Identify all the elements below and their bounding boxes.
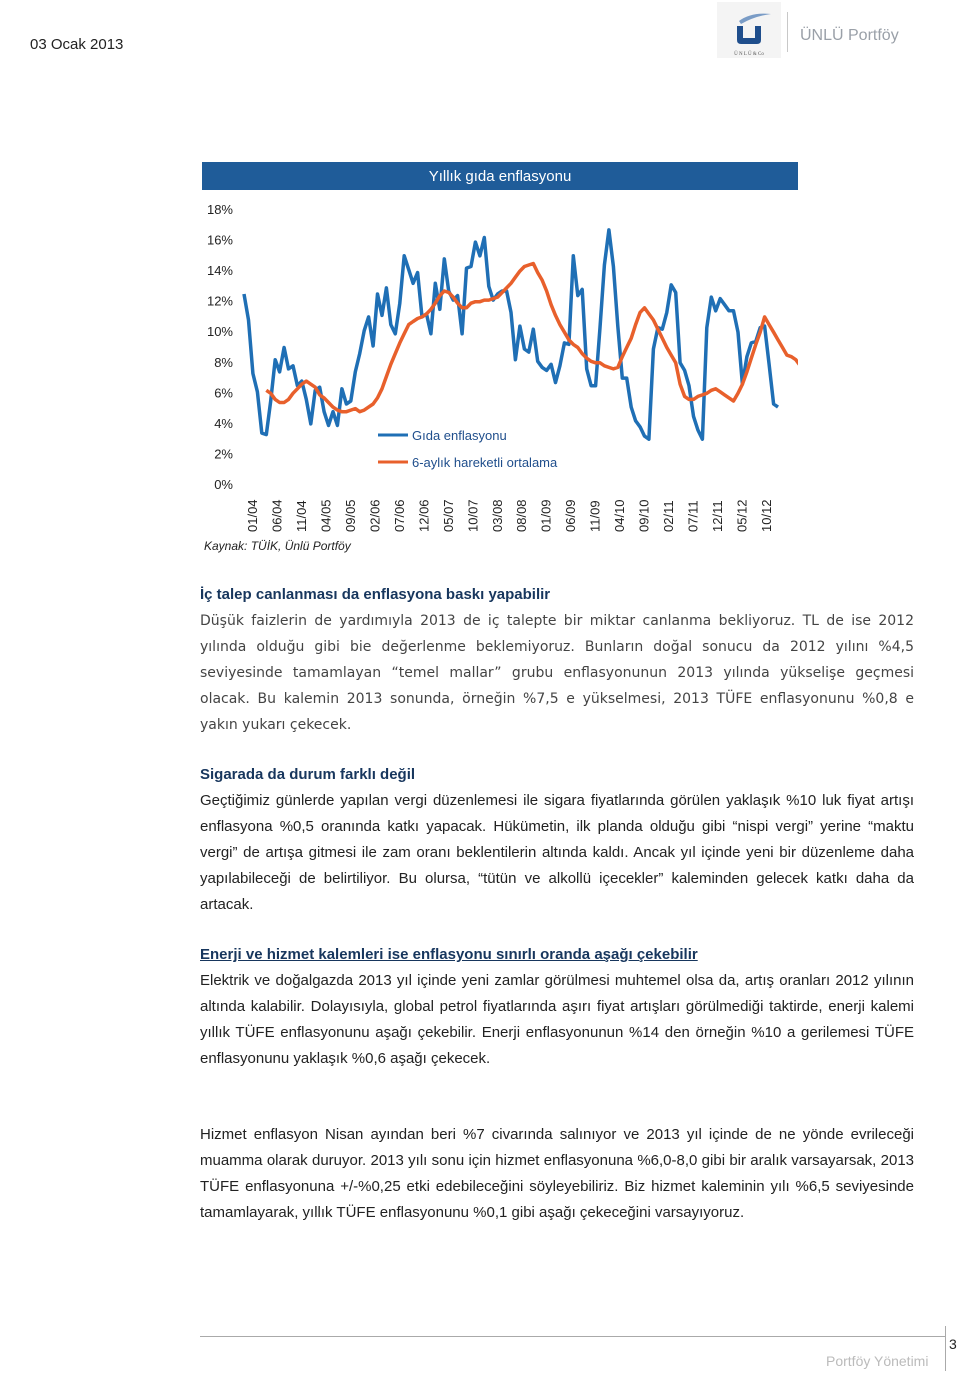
x-tick-label: 10/07 <box>465 499 481 532</box>
x-tick-label: 09/05 <box>342 499 358 532</box>
section-energy-services <box>200 942 914 1072</box>
y-tick-label: 0% <box>214 477 233 492</box>
section-body: Elektrik ve doğalgazda 2013 yıl içinde yeni zamlar görülmesi muhtemel olsa da, artış oranları 2012 yılının altında kalabilir. Dolayısıyla, global petrol fiyatlarında aşırı fiyat artışları görülmediği taktirde, enerji kalemi yıllık TÜFE enflasyonunu aşağı çekebilir. Enerji enflasyonunun %14 den örneğin %10 a gerilemesi TÜFE enflasyonunu yaklaşık %0,6 aşağı çekecek. <box>200 972 914 1067</box>
company-logo <box>717 2 781 58</box>
x-tick-label: 05/07 <box>440 499 456 532</box>
x-tick-label: 06/09 <box>563 499 579 532</box>
footer-vertical-divider <box>945 1326 946 1371</box>
legend-label-ma: 6-aylık hareketli ortalama <box>412 455 558 470</box>
y-tick-label: 14% <box>206 263 233 279</box>
x-tick-label: 12/06 <box>416 499 432 532</box>
y-tick-label: 18% <box>206 202 233 217</box>
section-heading: Enerji ve hizmet kalemleri ise enflasyonu sınırlı oranda aşağı çekebilir <box>200 946 698 963</box>
y-tick-label: 16% <box>206 232 233 248</box>
y-tick-label: 12% <box>206 293 233 309</box>
chart-source: Kaynak: TÜİK, Ünlü Portföy <box>204 539 351 553</box>
section-heading: Sigarada da durum farklı değil <box>200 766 416 783</box>
x-tick-label: 01/04 <box>245 499 260 532</box>
x-tick-label: 11/09 <box>587 500 603 532</box>
x-tick-label: 12/11 <box>710 500 726 532</box>
y-tick-label: 2% <box>214 446 233 462</box>
y-tick-label: 4% <box>214 415 233 431</box>
section-tobacco <box>200 762 914 918</box>
x-tick-label: 02/11 <box>661 500 677 532</box>
section-services <box>200 1122 914 1226</box>
x-tick-label: 08/08 <box>514 499 530 532</box>
x-tick-label: 11/04 <box>293 500 309 532</box>
section-domestic-demand <box>200 582 914 738</box>
y-tick-label: 6% <box>214 385 233 401</box>
x-tick-label: 02/06 <box>367 499 383 532</box>
legend-label-food: Gıda enflasyonu <box>412 428 507 443</box>
food-inflation-line <box>244 230 778 439</box>
x-tick-label: 04/05 <box>318 499 334 532</box>
x-tick-label: 05/12 <box>734 499 750 532</box>
x-tick-label: 07/06 <box>391 499 407 532</box>
y-tick-label: 10% <box>206 324 233 340</box>
x-tick-label: 04/10 <box>612 499 628 532</box>
y-tick-label: 8% <box>214 354 233 370</box>
x-tick-label: 06/04 <box>269 499 285 532</box>
header-date: 03 Ocak 2013 <box>30 36 124 53</box>
x-tick-label: 07/11 <box>685 500 701 532</box>
section-body: Hizmet enflasyon Nisan ayından beri %7 civarında salınıyor ve 2013 yıl içinde de ne yönde evrileceği muamma olarak duruyor. 2013 yılı sonu için hizmet enflasyonuna %6,0-8,0 gibi bir aralık varsayarsak, 2013 TÜFE enflasyonuna +/-%0,25 etki edebileceğini söyleyebiliriz. Biz hizmet kaleminin yılı %6,5 seviyesinde tamamlayarak, yıllık TÜFE enflasyonunu %0,1 gibi aşağı çekeceğini varsayıyoruz. <box>200 1126 914 1221</box>
section-body: Geçtiğimiz günlerde yapılan vergi düzenlemesi ile sigara fiyatlarında görülen yaklaşık %10 luk fiyat artışı enflasyona %0,5 oranında katkı yapacak. Hükümetin, ilk planda olduğu gibi “nispi vergi” yerine “maktu vergi” de artışa gitmesi ile zam oranı beklentilerin altında kaldı. Ancak yıl içinde yeni bir düzenleme daha yapılabileceği de belirtiliyor. Bu olursa, “tütün ve alkollü içecekler” kaleminden gelecek katkı daha da artacak. <box>200 792 914 913</box>
page-number: 3 <box>949 1336 957 1352</box>
chart-title: Yıllık gıda enflasyonu <box>428 168 572 185</box>
logo-text: Ü N L Ü & Co <box>734 52 764 57</box>
x-tick-label: 10/12 <box>759 499 774 532</box>
food-inflation-chart <box>202 162 798 559</box>
footer-text: Portföy Yönetimi <box>826 1353 929 1369</box>
logo-divider <box>787 12 788 52</box>
brand-name: ÜNLÜ Portföy <box>800 27 899 44</box>
x-tick-label: 01/09 <box>538 499 554 532</box>
x-tick-label: 09/10 <box>636 499 652 532</box>
footer-divider <box>200 1336 945 1337</box>
section-heading: İç talep canlanması da enflasyona baskı yapabilir <box>200 586 551 603</box>
x-tick-label: 03/08 <box>489 499 505 532</box>
section-body: Düşük faizlerin de yardımıyla 2013 de iç talepte bir miktar canlanma bekliyoruz. TL de ise 2012 yılında olduğu gibi bie değerlenme beklemiyoruz. Bunların doğal sonucu da 2012 yılını %4,5 seviyesinde tamamlayan “temel mallar” grubu enflasyonunun 2013 yılında yükselişe geçmesi olacak. Bu kalemin 2013 sonunda, örneğin %7,5 e yükselmesi, 2013 TÜFE enflasyonunu %0,8 e yakın yukarı çekecek. <box>200 613 914 733</box>
chart-svg <box>202 162 798 559</box>
